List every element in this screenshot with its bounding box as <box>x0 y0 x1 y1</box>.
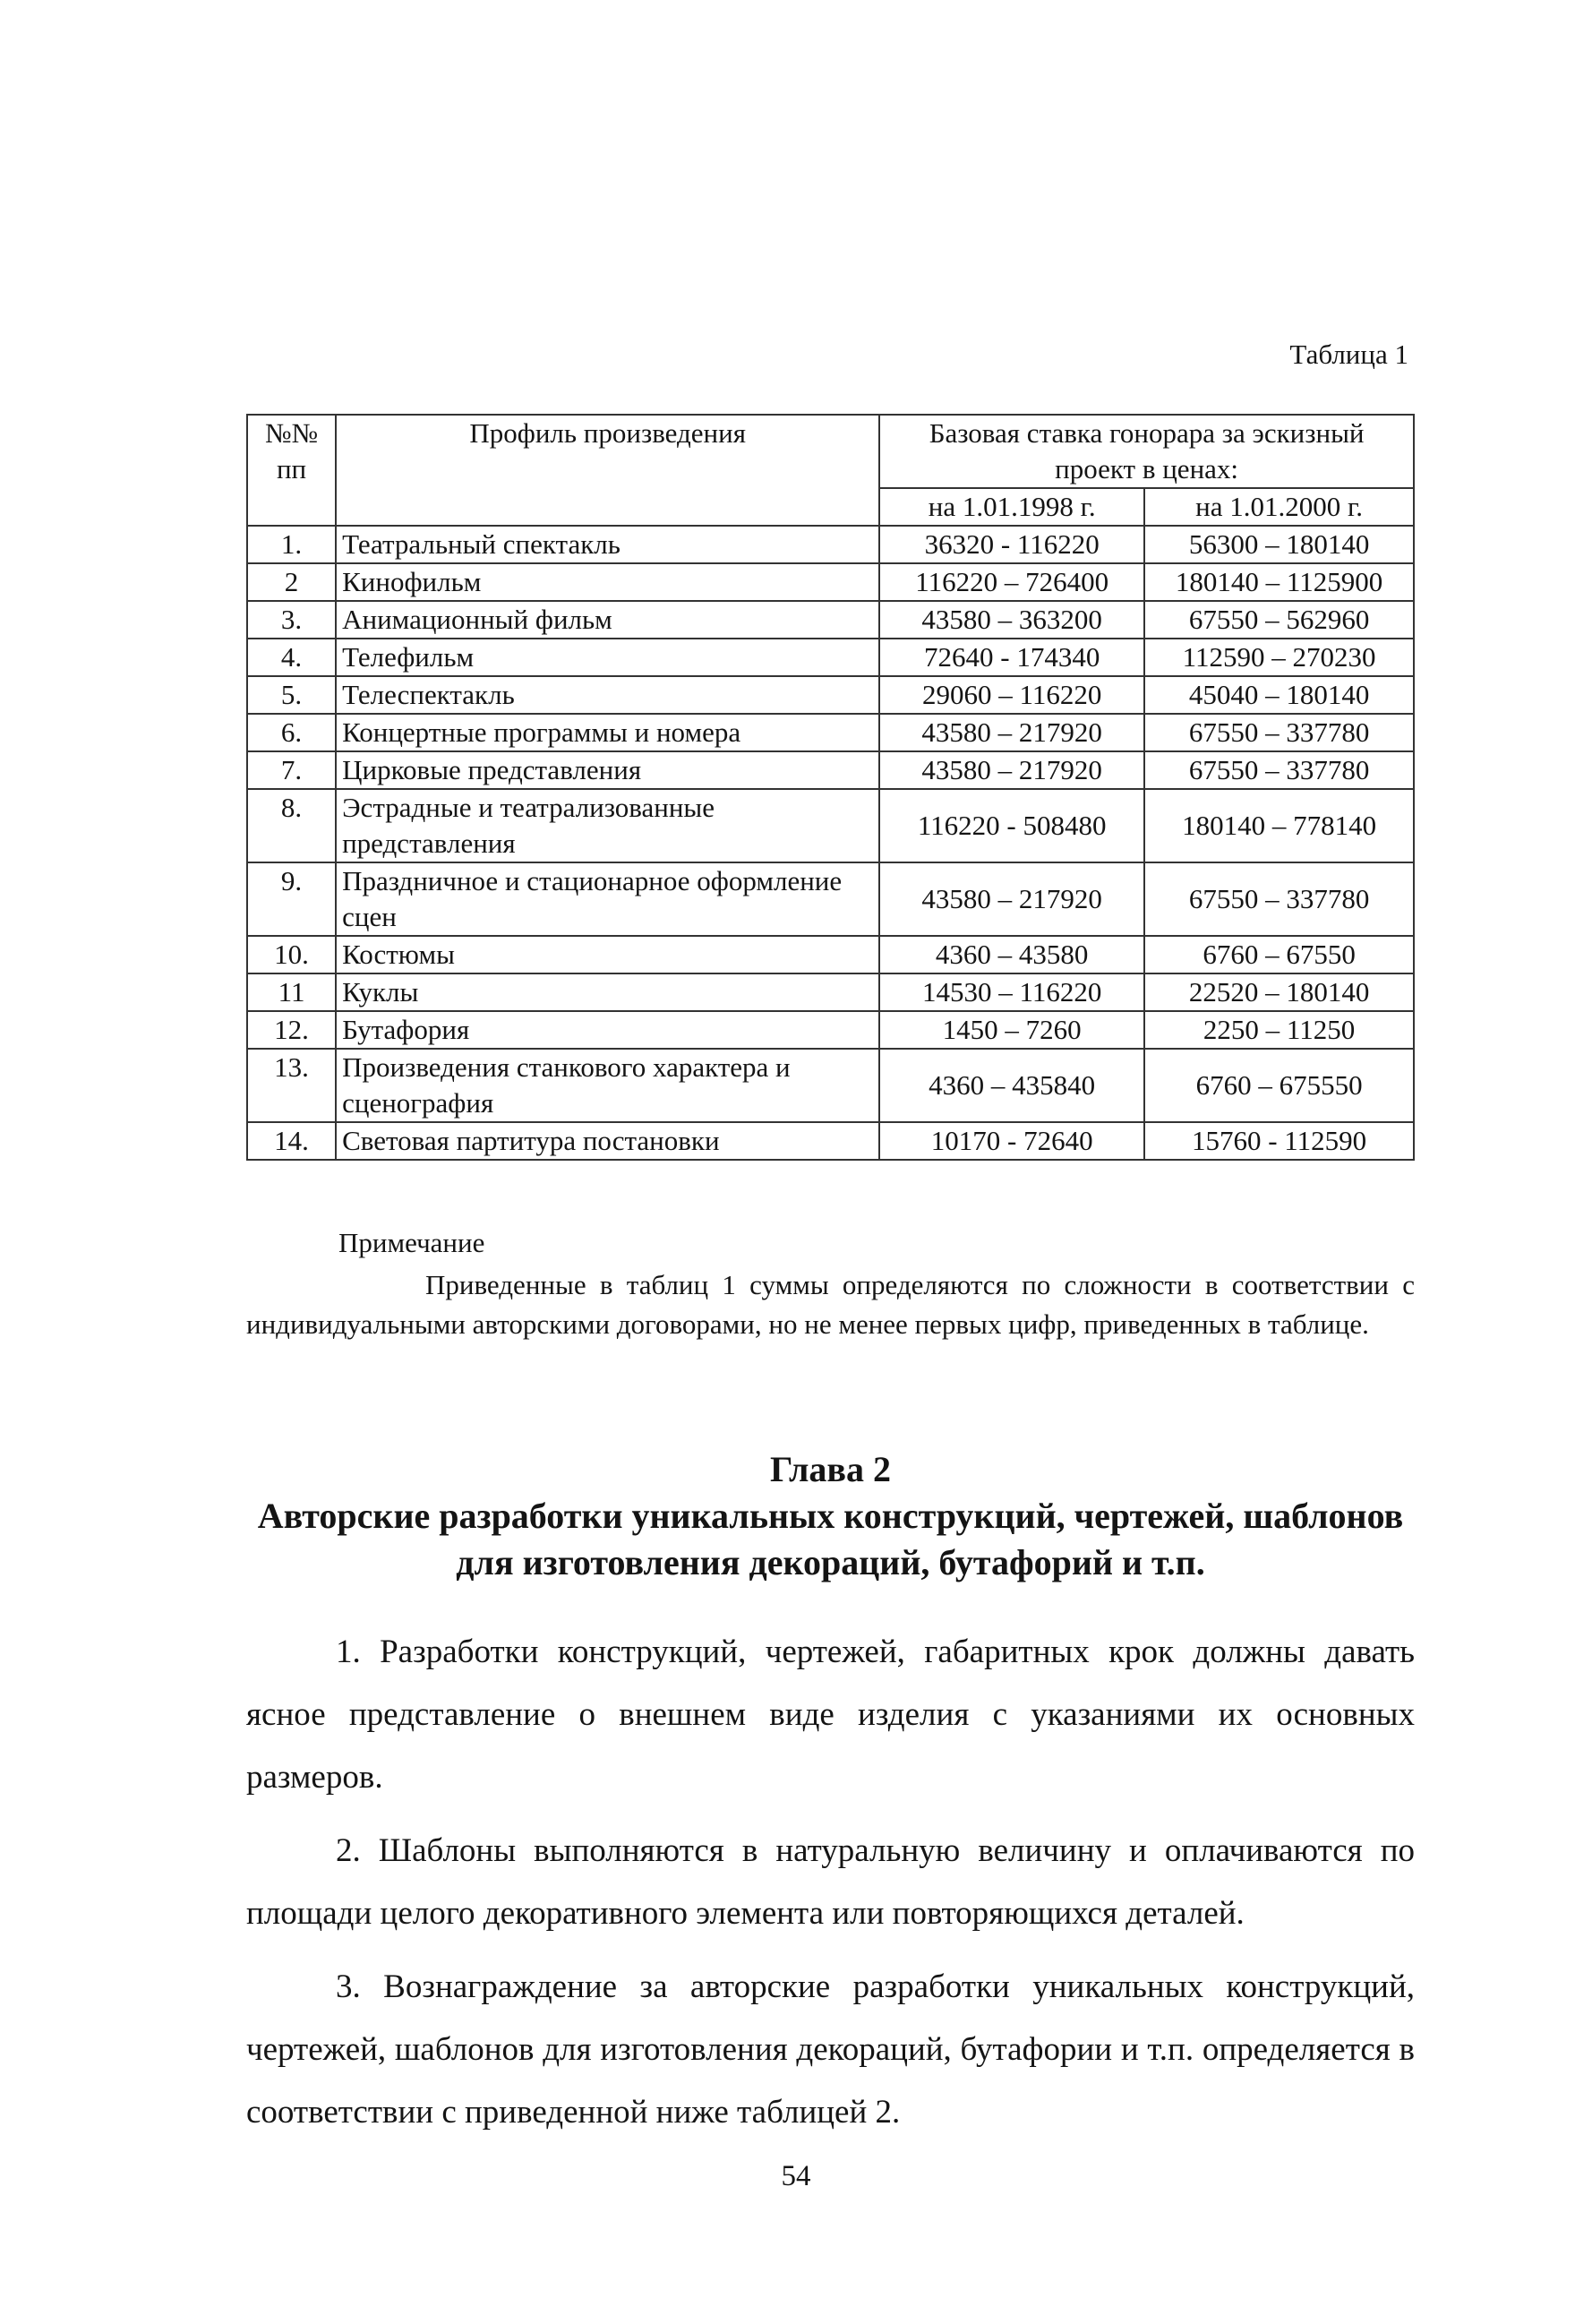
header-num: №№ пп <box>247 415 336 526</box>
row-value-1998: 43580 – 363200 <box>879 601 1144 639</box>
row-num: 7. <box>247 751 336 789</box>
chapter-heading <box>246 1446 1415 1586</box>
row-value-2000: 67550 – 337780 <box>1144 751 1414 789</box>
table-row <box>247 751 1414 789</box>
table-row <box>247 936 1414 973</box>
row-profile: Кинофильм <box>336 563 879 601</box>
paragraph-2: 2. Шаблоны выполняются в натуральную величину и оплачиваются по площади целого декоративного элемента или повторяющихся деталей. <box>246 1832 1415 1932</box>
row-value-2000: 2250 – 11250 <box>1144 1011 1414 1049</box>
row-num: 9. <box>247 862 336 936</box>
row-value-1998: 29060 – 116220 <box>879 676 1144 714</box>
row-profile: Телеспектакль <box>336 676 879 714</box>
row-num: 5. <box>247 676 336 714</box>
table-row <box>247 714 1414 751</box>
fee-table <box>246 414 1415 1161</box>
row-value-1998: 43580 – 217920 <box>879 862 1144 936</box>
row-num: 1. <box>247 526 336 563</box>
row-num: 12. <box>247 1011 336 1049</box>
table-row <box>247 639 1414 676</box>
row-num: 10. <box>247 936 336 973</box>
row-profile: Концертные программы и номера <box>336 714 879 751</box>
row-profile: Бутафория <box>336 1011 879 1049</box>
row-value-1998: 4360 – 43580 <box>879 936 1144 973</box>
row-profile: Анимационный фильм <box>336 601 879 639</box>
table-row <box>247 789 1414 862</box>
row-value-1998: 1450 – 7260 <box>879 1011 1144 1049</box>
header-date-1998: на 1.01.1998 г. <box>879 488 1144 526</box>
row-value-2000: 6760 – 675550 <box>1144 1049 1414 1122</box>
row-profile: Произведения станкового характера и сценография <box>336 1049 879 1122</box>
row-value-2000: 22520 – 180140 <box>1144 973 1414 1011</box>
row-num: 3. <box>247 601 336 639</box>
row-value-2000: 15760 - 112590 <box>1144 1122 1414 1160</box>
row-value-2000: 45040 – 180140 <box>1144 676 1414 714</box>
row-value-1998: 4360 – 435840 <box>879 1049 1144 1122</box>
row-value-2000: 180140 – 778140 <box>1144 789 1414 862</box>
row-profile: Эстрадные и театрализованные представления <box>336 789 879 862</box>
table-row <box>247 862 1414 936</box>
table-row <box>247 973 1414 1011</box>
row-value-1998: 14530 – 116220 <box>879 973 1144 1011</box>
paragraph-3: 3. Вознаграждение за авторские разработки уникальных конструкций, чертежей, шаблонов для изготовления декораций, бутафории и т.п. определяется в соответствии с приведенной ниже таблицей 2. <box>246 1968 1415 2131</box>
header-group: Базовая ставка гонорара за эскизный проект в ценах: <box>879 415 1414 488</box>
row-num: 11 <box>247 973 336 1011</box>
row-num: 13. <box>247 1049 336 1122</box>
header-date-2000: на 1.01.2000 г. <box>1144 488 1414 526</box>
table-row <box>247 526 1414 563</box>
row-value-2000: 180140 – 1125900 <box>1144 563 1414 601</box>
table-row <box>247 1122 1414 1160</box>
page-number: 54 <box>781 2160 811 2192</box>
row-value-2000: 6760 – 67550 <box>1144 936 1414 973</box>
body-text <box>246 1621 1415 2155</box>
row-value-1998: 116220 - 508480 <box>879 789 1144 862</box>
chapter-number: Глава 2 <box>770 1449 891 1489</box>
row-num: 6. <box>247 714 336 751</box>
chapter-title: Авторские разработки уникальных конструкций, чертежей, шаблонов для изготовления декораций, бутафорий и т.п. <box>257 1496 1404 1582</box>
row-value-1998: 43580 – 217920 <box>879 714 1144 751</box>
table-row <box>247 676 1414 714</box>
row-value-2000: 67550 – 337780 <box>1144 862 1414 936</box>
row-profile: Костюмы <box>336 936 879 973</box>
row-num: 4. <box>247 639 336 676</box>
table-row <box>247 601 1414 639</box>
row-value-2000: 67550 – 562960 <box>1144 601 1414 639</box>
row-value-2000: 67550 – 337780 <box>1144 714 1414 751</box>
note-title: Примечание <box>338 1227 485 1258</box>
row-num: 2 <box>247 563 336 601</box>
row-profile: Праздничное и стационарное оформление сцен <box>336 862 879 936</box>
table-caption: Таблица 1 <box>1289 339 1408 370</box>
table-row <box>247 1049 1414 1122</box>
row-profile: Цирковые представления <box>336 751 879 789</box>
row-profile: Световая партитура постановки <box>336 1122 879 1160</box>
table-row <box>247 563 1414 601</box>
row-value-2000: 56300 – 180140 <box>1144 526 1414 563</box>
row-value-2000: 112590 – 270230 <box>1144 639 1414 676</box>
table-row <box>247 1011 1414 1049</box>
row-value-1998: 116220 – 726400 <box>879 563 1144 601</box>
row-value-1998: 72640 - 174340 <box>879 639 1144 676</box>
row-profile: Телефильм <box>336 639 879 676</box>
row-value-1998: 10170 - 72640 <box>879 1122 1144 1160</box>
paragraph-1: 1. Разработки конструкций, чертежей, габаритных крок должны давать ясное представление о внешнем виде изделия с указаниями их основных размеров. <box>246 1634 1415 1796</box>
row-value-1998: 36320 - 116220 <box>879 526 1144 563</box>
row-value-1998: 43580 – 217920 <box>879 751 1144 789</box>
row-profile: Театральный спектакль <box>336 526 879 563</box>
table-body <box>247 526 1414 1160</box>
row-num: 14. <box>247 1122 336 1160</box>
row-profile: Куклы <box>336 973 879 1011</box>
row-num: 8. <box>247 789 336 862</box>
note-text: Приведенные в таблиц 1 суммы определяются по сложности в соответствии с индивидуальными авторскими договорами, но не менее первых цифр, приведенных в таблице. <box>246 1269 1415 1340</box>
header-profile: Профиль произведения <box>336 415 879 526</box>
